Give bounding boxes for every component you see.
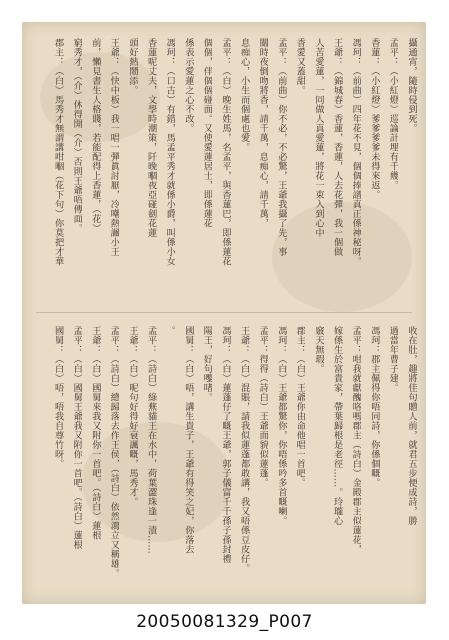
text-column: 國舅：（白）唔，唔我自尊竹呀。 xyxy=(52,326,64,469)
text-column: 馮珂：郡主佩得你唔同詩，你係個嘅。 xyxy=(368,326,380,488)
text-column: 孟平：（白）晚生姓馬，名孟平，與香蓮巴，即係蓮花 xyxy=(220,38,231,266)
text-column: 孟平：（白）國舅王爺我又附你一首吧。（詩白）蓮根 xyxy=(71,326,83,550)
text-column: 王爺：（錦城春）香蓮，香蓮，人去花彈，我一個做 xyxy=(331,38,343,257)
text-column: 嫁係生於富貴家，帶葉歸根是老徑……。玲瓏心 xyxy=(331,326,343,526)
text-column: 係表示愛蓮之心不改。 xyxy=(182,38,194,133)
text-column: 香蓮：（小紅燈）爹爹爹爹未得來返。 xyxy=(368,38,380,200)
text-column: 王爺：（白）混賬，請我似蓮蓬都敢講，我又唔係豆皮仔。 xyxy=(238,326,250,573)
text-column: 攝通宵，隨時侵到死。 xyxy=(406,38,417,133)
text-column: 收在肚，趣將佳句贈人前，就君五步便成詩，勝 xyxy=(406,326,417,526)
text-column: 陽王，好句嚟啫。 xyxy=(201,326,213,402)
text-column: 香愛又蓋甜。 xyxy=(294,38,306,95)
text-column: 馮珂：（口古）有錯，馬孟平秀才就係小爵，叫係小女 xyxy=(164,38,176,266)
text-column: 郡主：（白）馬秀才無謂講咁嗰（花下句）你莫把才華 xyxy=(52,38,64,266)
text-column: 孟平：得得（詩白）王爺面貌似蓮蓬。 xyxy=(257,326,269,488)
text-column: 人苦愛蓮，一同做人真愛蓮，將花一束入到心中 xyxy=(313,38,324,238)
text-column: 息痴心，小生而個處也愛。 xyxy=(238,38,250,152)
text-column: 孟平：（前曲）你不必，不必驚，王爺我攝了先，事 xyxy=(275,38,287,257)
text-column: 郡主：（白）王爺你由命他唱一首吧。 xyxy=(294,326,306,488)
text-column: 。 xyxy=(164,326,176,336)
text-column: 馮珂：（白）王爺都驚你，你唔係吟多首嘅喇。 xyxy=(275,326,287,526)
text-column: 前，懶見書生人格賤，若能配得上香蓮，（花） xyxy=(89,38,101,233)
text-column: 個個，伴個個碰面。又使愛蓮居士，即係蓮花 xyxy=(201,38,213,228)
text-column: 窮秀才，（介）休得開（介）否則王爺唔傳面。 xyxy=(71,38,83,233)
text-column: 馮珂：（前曲）四年花不見，個個捧譜真正係神秘呀。 xyxy=(350,38,362,266)
text-column: 馮珂：（白）蓮蓬仔了嘅王爺，郭子儀富千千孫子孫封禮 xyxy=(220,326,231,564)
document-page xyxy=(22,22,426,604)
text-column: 頭好熱鬧添。 xyxy=(127,38,138,95)
section-divider xyxy=(36,312,412,313)
text-column: 孟平：（詩白）總歸落去作王侯，（詩白）依然鴻立又稱雄。 xyxy=(108,326,120,578)
text-column: 王爺：（白）國舅來我又附你一首吧。（詩白）蓮根 xyxy=(89,326,101,540)
text-column: 王爺：（快中板）我一唱一彈眞討厭，冷嘲熱諷小王 xyxy=(108,38,120,257)
text-column: 國舅：（白）唔，講生貴子，王爺有得笑之妃，你落去 xyxy=(182,326,194,554)
text-column: 孟平：（詩白）綠蕪貓王在水中，荷葉澀珠逢一漬…… xyxy=(145,326,157,554)
text-column: 孟平：（小紅燈）巡論計埋有千幾。 xyxy=(387,38,399,190)
text-column: 王爺：（白）呢句好得好衰諷嘅，馬秀才。 xyxy=(127,326,138,507)
document-id-caption: 20050081329_P007 xyxy=(136,612,313,632)
text-column: 孟平：咁我就獻醜咯嗎郡主（詩白）金殿郡主似蓮花， xyxy=(350,326,362,554)
text-column: 過當年曹子建。 xyxy=(387,326,399,393)
text-column: 關時夜倒吻將香，請千萬，息痴心，請千萬， xyxy=(257,38,269,228)
text-column: 香蓮呢丈夫，文學時潮策，阡晚嗰夜亞碰劍花蓮 xyxy=(145,38,157,238)
text-column: 竅天無瑕。 xyxy=(313,326,324,374)
